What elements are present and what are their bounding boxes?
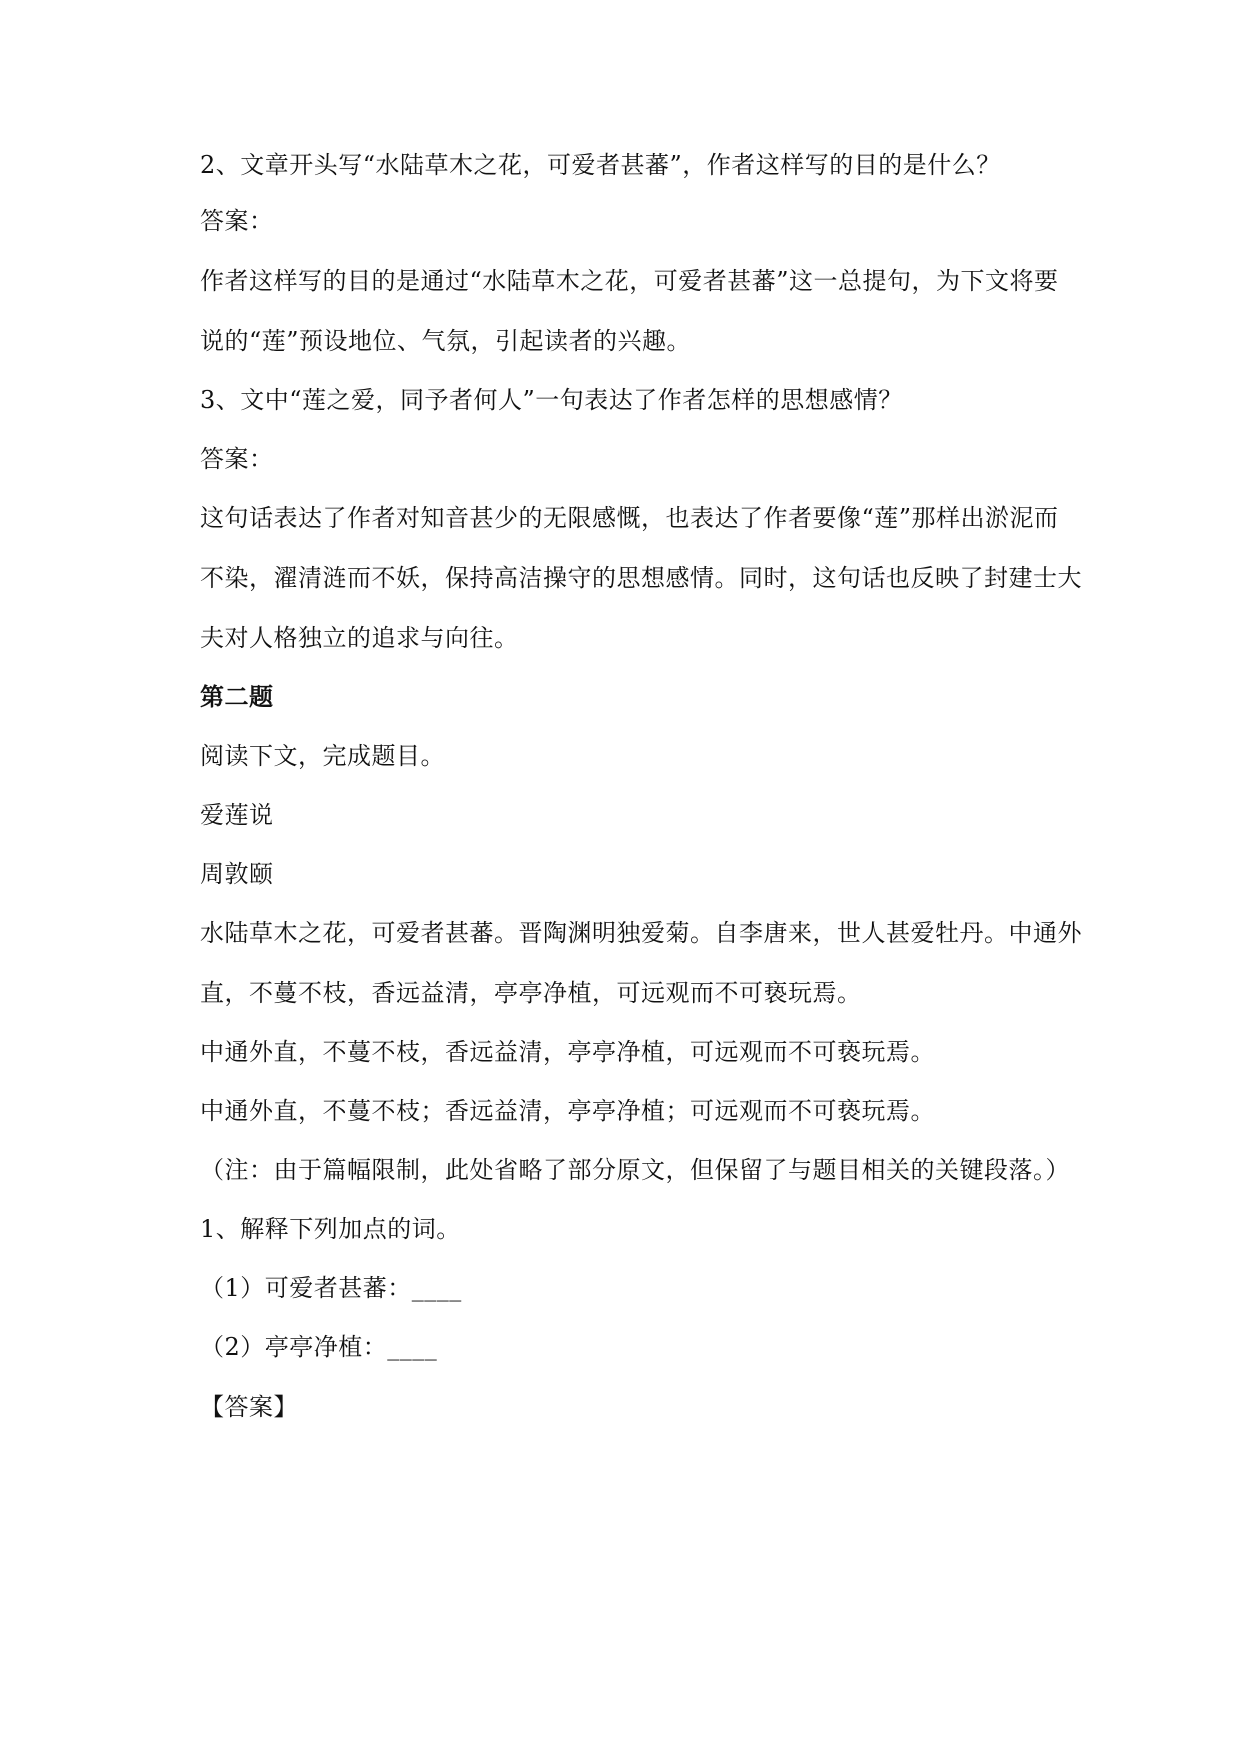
question-3: 3、文中“莲之爱，同予者何人”一句表达了作者怎样的思想感情？ xyxy=(200,386,903,414)
answer-label: 答案： xyxy=(200,445,274,473)
section-heading: 第二题 xyxy=(200,682,274,711)
passage-text: 中通外直，不蔓不枝；香远益清，亭亭净植；可远观而不可亵玩焉。 xyxy=(200,1097,935,1125)
answer-heading: 【答案】 xyxy=(200,1393,298,1421)
answer-text: 说的“莲”预设地位、气氛，引起读者的兴趣。 xyxy=(200,327,692,355)
answer-text: 这句话表达了作者对知音甚少的无限感慨，也表达了作者要像“莲”那样出淤泥而 xyxy=(200,504,1059,532)
answer-text: 作者这样写的目的是通过“水陆草木之花，可爱者甚蕃”这一总提句，为下文将要 xyxy=(200,267,1059,295)
passage-text: 水陆草木之花，可爱者甚蕃。晋陶渊明独爱菊。自李唐来，世人甚爱牡丹。中通外 xyxy=(200,919,1082,947)
question-item: （1）可爱者甚蕃：____ xyxy=(200,1274,462,1302)
passage-text: 直，不蔓不枝，香远益清，亭亭净植，可远观而不可亵玩焉。 xyxy=(200,979,862,1007)
question-item: （2）亭亭净植：____ xyxy=(200,1333,438,1361)
answer-label: 答案： xyxy=(200,207,274,235)
question-1: 1、解释下列加点的词。 xyxy=(200,1215,461,1243)
passage-title: 爱莲说 xyxy=(200,801,274,829)
passage-author: 周敦颐 xyxy=(200,860,274,888)
answer-text: 夫对人格独立的追求与向往。 xyxy=(200,624,519,652)
answer-text: 不染，濯清涟而不妖，保持高洁操守的思想感情。同时，这句话也反映了封建士大 xyxy=(200,564,1082,592)
passage-text: 中通外直，不蔓不枝，香远益清，亭亭净植，可远观而不可亵玩焉。 xyxy=(200,1038,935,1066)
instruction: 阅读下文，完成题目。 xyxy=(200,742,445,770)
question-2: 2、文章开头写“水陆草木之花，可爱者甚蕃”，作者这样写的目的是什么？ xyxy=(200,151,1001,179)
editor-note: （注：由于篇幅限制，此处省略了部分原文，但保留了与题目相关的关键段落。） xyxy=(200,1156,1070,1184)
